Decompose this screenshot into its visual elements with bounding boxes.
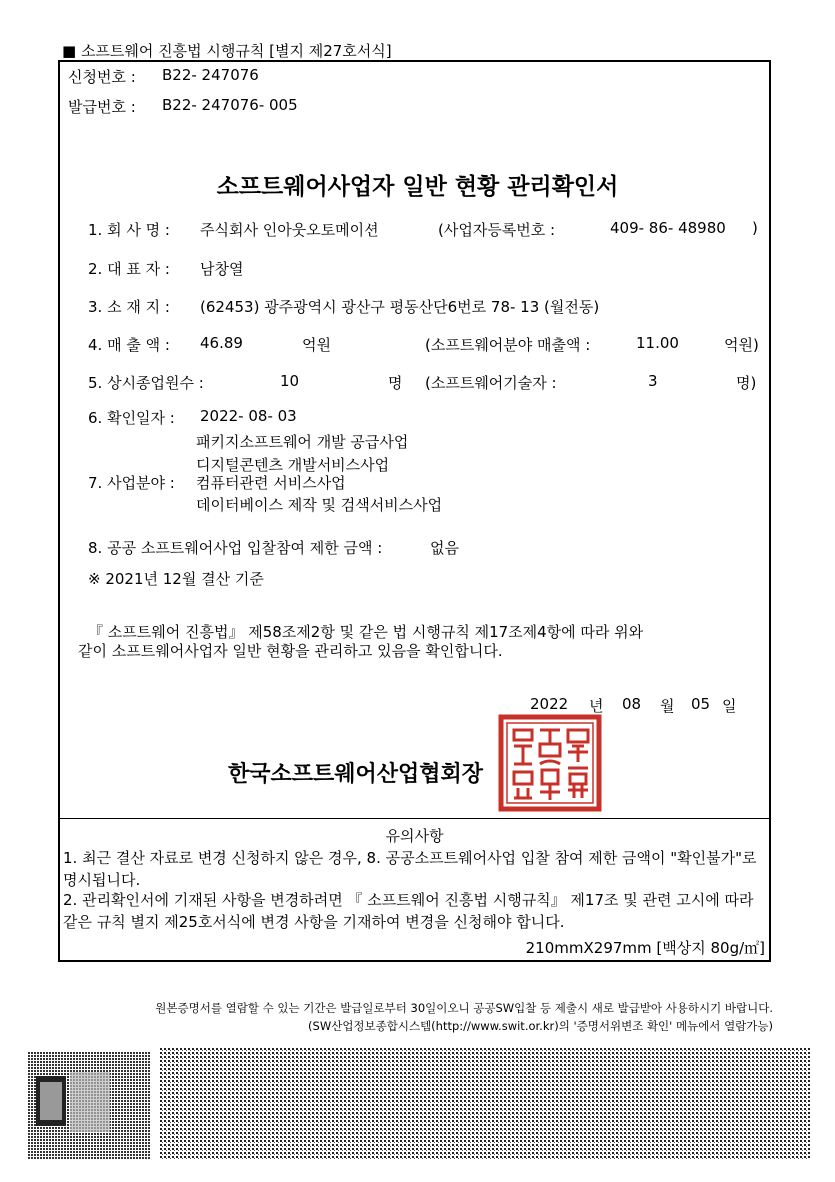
statement-line-1: 『 소프트웨어 진흥법』 제58조제2항 및 같은 법 시행규칙 제17조제4항에 따라 위와 <box>88 623 644 641</box>
document-title: 소프트웨어사업자 일반 현황 관리확인서 <box>216 174 619 200</box>
ceo-name: 남창열 <box>200 260 244 278</box>
issue-number: B22- 247076- 005 <box>162 96 298 114</box>
address: (62453) 광주광역시 광산구 평동산단6번로 78- 13 (월전동) <box>200 298 600 316</box>
note-1: 1. 최근 결산 자료로 변경 신청하지 않은 경우, 8. 공공소프트웨어사업 입찰 참여 제한 금액이 "확인불가"로 명시됩니다. <box>63 849 757 889</box>
verification-2d-barcode-icon <box>28 1052 150 1159</box>
date-year: 2022 <box>530 695 569 713</box>
form-reference: ■ 소프트웨어 진흥법 시행규칙 [별지 제27호서식] <box>62 42 392 60</box>
business-reg-number: 409- 86- 48980 <box>610 219 726 237</box>
business-reg-label: (사업자등록번호 : <box>438 221 556 239</box>
business-area-label: 7. 사업분야 : <box>88 474 175 492</box>
statement-line-2: 같이 소프트웨어사업자 일반 현황을 관리하고 있음을 확인합니다. <box>78 642 503 660</box>
address-label: 3. 소 재 지 : <box>88 298 170 316</box>
bid-limit-label: 8. 공공 소프트웨어사업 입찰참여 제한 금액 : <box>88 539 383 557</box>
date-day: 05 <box>691 695 711 713</box>
bid-limit-value: 없음 <box>430 539 459 557</box>
date-year-unit: 년 <box>589 697 604 715</box>
issuer-name: 한국소프트웨어산업협회장 <box>228 762 484 787</box>
business-area-item: 데이터베이스 제작 및 검색서비스사업 <box>196 496 443 514</box>
notes-section <box>60 818 769 961</box>
sales-label: 4. 매 출 액 : <box>88 336 170 354</box>
date-day-unit: 일 <box>722 697 737 715</box>
company-label: 1. 회 사 명 : <box>88 221 170 239</box>
business-reg-close: ) <box>752 219 758 237</box>
business-area-item: 디지털콘텐츠 개발서비스사업 <box>196 456 390 474</box>
sales-unit: 억원 <box>302 336 331 354</box>
employees-label: 5. 상시종업원수 : <box>88 374 204 392</box>
sw-sales-label: (소프트웨어분야 매출액 : <box>425 336 591 354</box>
sales-value: 46.89 <box>200 334 243 352</box>
business-area-item: 패키지소프트웨어 개발 공급사업 <box>196 433 409 451</box>
settlement-note: ※ 2021년 12월 결산 기준 <box>88 570 264 588</box>
engineers-unit: 명) <box>736 374 757 392</box>
footer-line-2: (SW산업정보종합시스템(http://www.swit.or.kr)의 '증명서위변조 확인' 메뉴에서 열람가능) <box>308 1019 773 1033</box>
engineers-value: 3 <box>648 372 658 390</box>
engineers-label: (소프트웨어기술자 : <box>425 374 557 392</box>
employees-value: 10 <box>280 372 300 390</box>
sw-sales-unit: 억원) <box>724 336 759 354</box>
footer-line-1: 원본증명서를 열람할 수 있는 기간은 발급일로부터 30일이오니 공공SW입찰 등 제출시 새로 발급받아 사용하시기 바랍니다. <box>155 1001 773 1015</box>
paper-spec: 210mmX297mm [백상지 80g/㎡] <box>525 939 765 957</box>
business-area-item: 컴퓨터관련 서비스사업 <box>196 474 346 492</box>
application-number: B22- 247076 <box>162 66 259 84</box>
confirm-date-label: 6. 확인일자 : <box>88 409 175 427</box>
application-number-label: 신청번호 : <box>68 68 136 86</box>
company-name: 주식회사 인아웃오토메이션 <box>200 221 379 239</box>
date-month: 08 <box>622 695 642 713</box>
issue-number-label: 발급번호 : <box>68 98 136 116</box>
notes-title: 유의사항 <box>385 827 444 845</box>
note-2: 2. 관리확인서에 기재된 사항을 변경하려면 『 소프트웨어 진흥법 시행규칙』 제17조 및 관련 고시에 따라 같은 규칙 별지 제25호서식에 변경 사항을 기재하여 변경을 신청해야 합니다. <box>63 891 754 931</box>
verification-barcode-strip-icon <box>160 1048 810 1160</box>
sw-sales-value: 11.00 <box>636 334 679 352</box>
ceo-label: 2. 대 표 자 : <box>88 260 170 278</box>
official-seal-icon <box>498 714 602 812</box>
date-month-unit: 월 <box>660 697 675 715</box>
confirm-date: 2022- 08- 03 <box>200 407 297 425</box>
employees-unit: 명 <box>388 374 403 392</box>
